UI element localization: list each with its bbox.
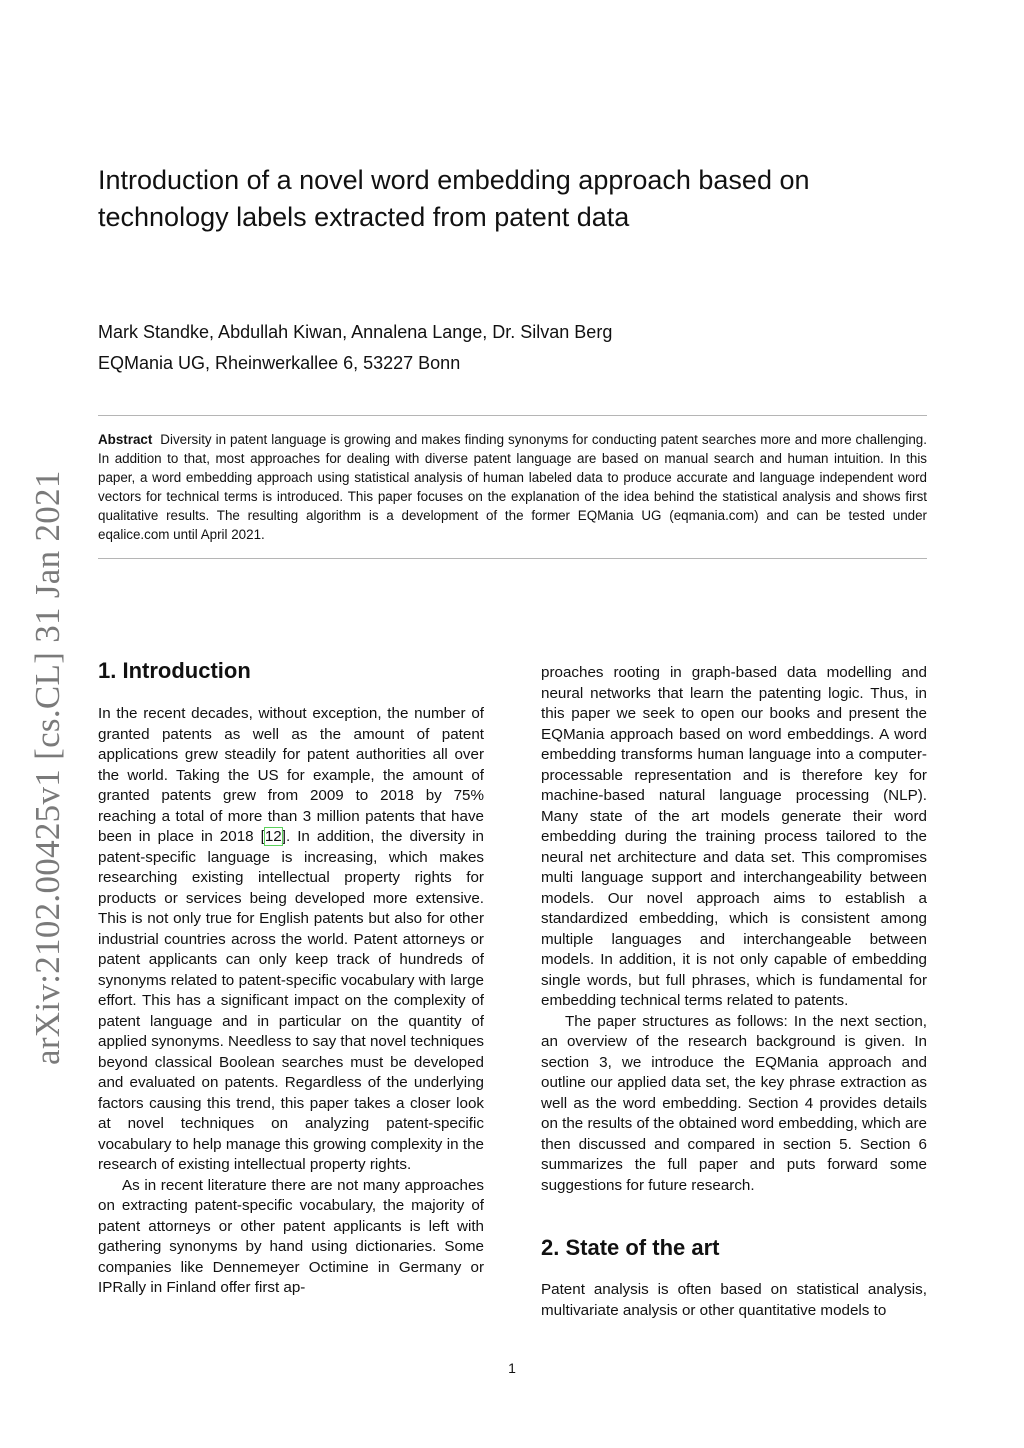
author-list: Mark Standke, Abdullah Kiwan, Annalena Lange, Dr. Silvan Berg [98,322,613,342]
abstract-bottom-divider [98,558,927,559]
intro-paragraph-2: As in recent literature there are not many approaches on extracting patent-specific vocabulary, the majority of patent attorneys or other patent applicants is left with gathering synonyms by hand using dictionaries. Some companies like Dennemeyer Octimine in Germany or IPRally in Finland offer first ap- [98,1176,484,1296]
intro-paragraph-1-text-b: ]. In addition, the diversity in patent-specific language is increasing, which makes researching existing intellectual property rights for products or services being developed more extensive. This is not only true for English patents but also for other industrial countries across the world. Patent attorneys or patent applicants can only keep track of hundreds of synonyms related to patent-specific vocabulary with large effort. This has a significant impact on the complexity of patent language and in particular on the quantity of applied synonyms. Needless to say that novel techniques beyond classical Boolean searches must be developed and evaluated on patents. Regardless of the underlying factors causing this trend, this paper takes a closer look at novel techniques on analyzing patent-specific vocabulary to help manage this growing complexity in the research of existing intellectual property rights. [98,828,484,1173]
page-number: 1 [508,1360,516,1376]
section-heading-introduction: 1. Introduction [98,658,251,683]
intro-paragraph-1 [98,704,484,1176]
state-of-the-art-paragraph-1: Patent analysis is often based on statistical analysis, multivariate analysis or other quantitative models to [541,1281,927,1319]
intro-paragraph-3: The paper structures as follows: In the next section, an overview of the research background is given. In section 3, we introduce the EQMania approach and outline our applied data set, the key phrase extraction as well as the word embedding. Section 4 provides details on the results of the obtained word embedding, which are then discussed and compared in section 5. Section 6 summarizes the full paper and puts forward some suggestions for future research. [541,1012,927,1194]
state-of-the-art-body [541,1280,927,1321]
paper-title: Introduction of a novel word embedding approach based on technology labels extracted from patent data [98,165,810,232]
intro-paragraph-1-text-a: In the recent decades, without exception, the number of granted patents as well as the amount of patent applications grew steadily for patent authorities all over the world. Taking the US for example, the amount of granted patents grew from 2009 to 2018 by 75% reaching a total of more than 3 million patents that have been in place in 2018 [ [98,705,484,845]
abstract-text: Diversity in patent language is growing and makes finding synonyms for conducting patent searches more and more challenging. In addition to that, most approaches for dealing with diverse patent language are based on manual search and human intuition. In this paper, a word embedding approach using statistical analysis of human labeled data to produce accurate and language independent word vectors for technical terms is introduced. This paper focuses on the explanation of the idea behind the statistical analysis and shows first qualitative results. The resulting algorithm is a development of the former EQMania UG (eqmania.com) and can be tested under eqalice.com until April 2021. [98,432,927,543]
abstract-top-divider [98,415,927,416]
abstract [98,430,927,545]
abstract-label: Abstract [98,432,153,447]
citation-link-12[interactable]: 12 [264,828,282,845]
right-column [541,663,927,1196]
arxiv-identifier-stamp: arXiv:2102.00425v1 [cs.CL] 31 Jan 2021 [28,470,67,1065]
affiliation: EQMania UG, Rheinwerkallee 6, 53227 Bonn [98,353,461,373]
section-heading-state-of-the-art: 2. State of the art [541,1235,720,1260]
intro-paragraph-2-continued: proaches rooting in graph-based data modelling and neural networks that learn the patenting logic. Thus, in this paper we seek to open our books and present the EQMania approach based on word embeddings. A word embedding transforms human language into a computer-processable representation and is therefore key for machine-based natural language processing (NLP). Many state of the art models generate their word embedding during the training process tailored to the neural net architecture and data set. This compromises multi language support and interchangeability between models. Our novel approach aims to establish a standardized embedding, which is consistent among multiple languages and interchangeable between models. In addition, it is not only capable of embedding single words, but full phrases, which is fundamental for embedding technical terms related to patents. [541,664,927,1009]
left-column [98,704,484,1299]
